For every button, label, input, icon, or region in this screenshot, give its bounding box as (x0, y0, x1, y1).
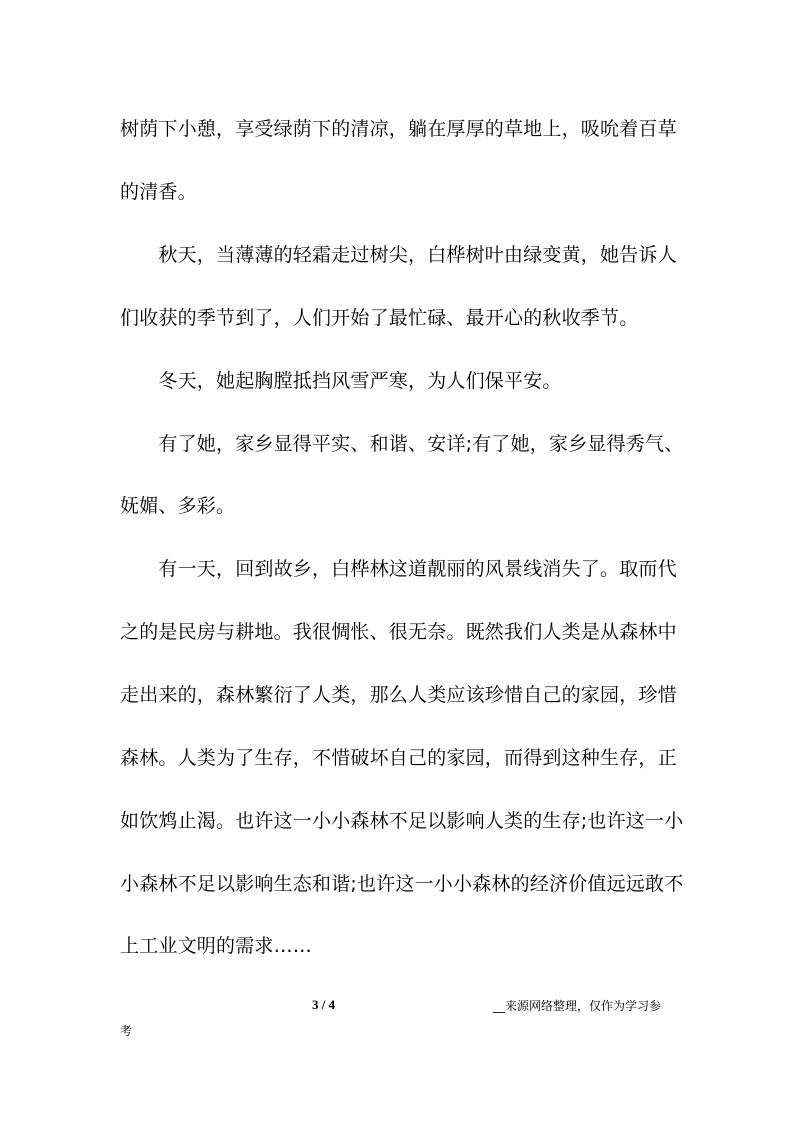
body-text-line: 树荫下小憩，享受绿荫下的清凉，躺在厚厚的草地上，吸吮着百草 (120, 118, 677, 140)
body-text-line: 上工业文明的需求…… (120, 935, 313, 957)
body-text-line: 如饮鸩止渴。也许这一小小森林不足以影响人类的生存;也许这一小 (120, 810, 684, 832)
body-text-line: 冬天，她起胸膛抵挡风雪严寒，为人们保平安。 (120, 370, 562, 392)
body-text-line: 小森林不足以影响生态和谐;也许这一小小森林的经济价值远远敢不 (120, 873, 684, 895)
footer-note: __来源网络整理，仅作为学习参 (493, 999, 662, 1013)
body-text-line: 妩媚、多彩。 (120, 495, 236, 517)
body-text-line: 走出来的，森林繁衍了人类，那么人类应该珍惜自己的家园，珍惜 (120, 684, 677, 706)
body-text-line: 的清香。 (120, 181, 197, 203)
footer-note-continued: 考 (120, 1024, 133, 1038)
body-text-line: 有了她，家乡显得平实、和谐、安详;有了她，家乡显得秀气、 (120, 433, 684, 455)
body-text-line: 们收获的季节到了，人们开始了最忙碌、最开心的秋收季节。 (120, 307, 639, 329)
page-number: 3 / 4 (312, 997, 336, 1012)
body-text-line: 之的是民房与耕地。我很惆怅、很无奈。既然我们人类是从森林中 (120, 621, 677, 643)
body-text-line: 有一天，回到故乡，白桦林这道靓丽的风景线消失了。取而代 (120, 558, 677, 580)
body-text-line: 森林。人类为了生存，不惜破坏自己的家园，而得到这种生存，正 (120, 747, 677, 769)
body-text-line: 秋天，当薄薄的轻霜走过树尖，白桦树叶由绿变黄，她告诉人 (120, 244, 677, 266)
